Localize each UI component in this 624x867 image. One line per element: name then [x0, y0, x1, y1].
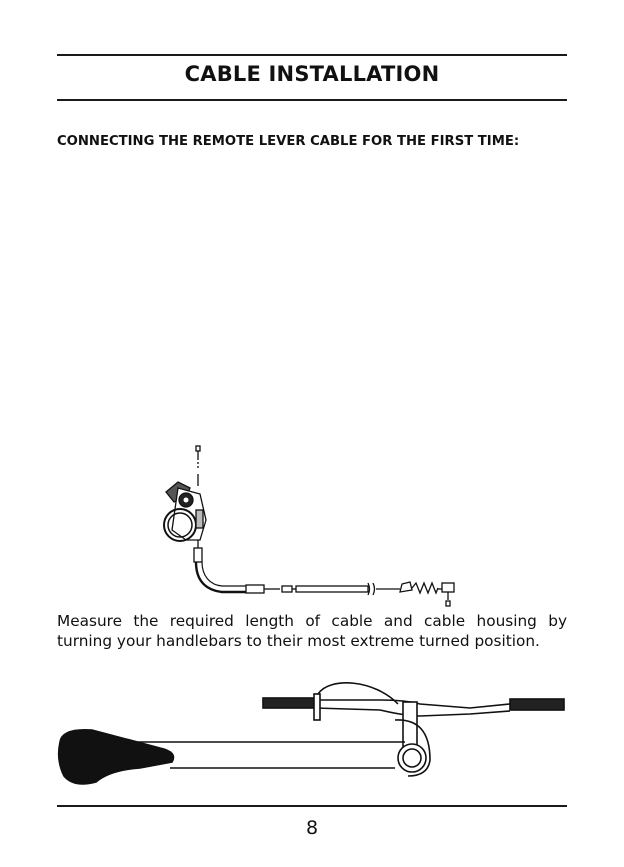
instruction-text: Measure the required length of cable and cable housing by turning your handlebars to their most extreme turned position.: [57, 612, 567, 650]
footer-rule: [57, 805, 567, 807]
page-number: 8: [305, 817, 319, 839]
section-heading: CONNECTING THE REMOTE LEVER CABLE FOR THE FIRST TIME:: [57, 134, 520, 149]
page-title: CABLE INSTALLATION: [184, 62, 440, 86]
